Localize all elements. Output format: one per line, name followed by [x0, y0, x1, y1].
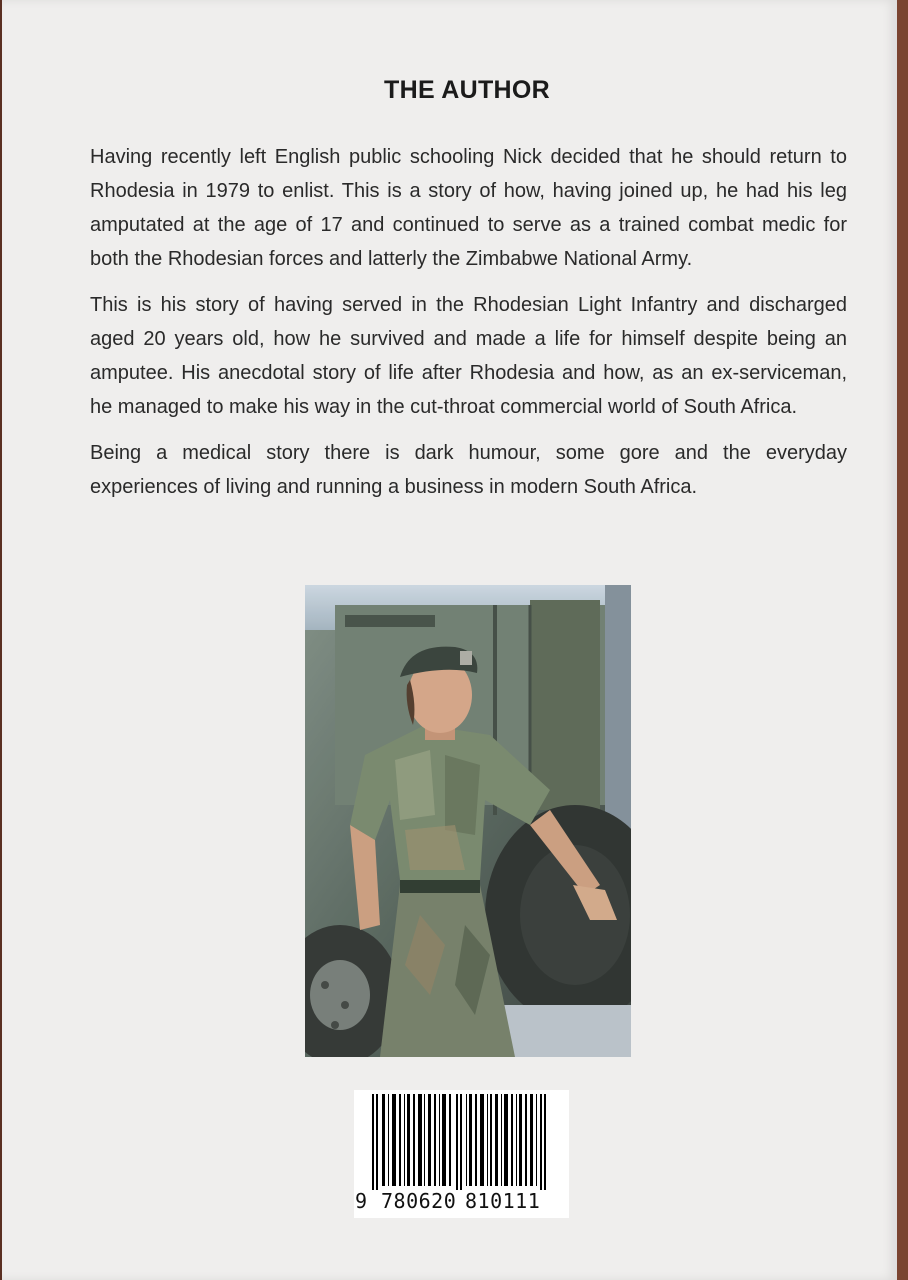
author-photo-icon — [305, 585, 631, 1057]
bio-paragraph-3: Being a medical story there is dark humour, some gore and the everyday experiences of living and running a business in modern South Africa. — [90, 442, 847, 498]
book-back-cover — [2, 0, 897, 1280]
bio-paragraph-1: Having recently left English public schooling Nick decided that he should return to Rhodesia in 1979 to enlist. This is a story of how, having joined up, he had his leg amputated at the age of 17 and continued to serve as a trained combat medic for both the Rhodesian forces and latterly the Zimbabwe National Army. — [90, 146, 847, 270]
page-title: THE AUTHOR — [384, 76, 550, 104]
barcode-lead-digit: 9 — [355, 1189, 368, 1213]
barcode-left-group: 780620 — [381, 1189, 457, 1213]
barcode-bars-icon — [354, 1090, 569, 1190]
author-bio — [90, 140, 847, 516]
isbn-barcode — [354, 1090, 569, 1218]
author-photo — [305, 585, 631, 1057]
barcode-digits — [354, 1189, 569, 1215]
barcode-right-group: 810111 — [465, 1189, 541, 1213]
bio-paragraph-2: This is his story of having served in the Rhodesian Light Infantry and discharged aged 20 years old, how he survived and made a life for himself despite being an amputee. His anecdotal story of life after Rhodesia and how, as an ex-serviceman, he managed to make his way in the cut-throat commercial world of South Africa. — [90, 294, 847, 418]
